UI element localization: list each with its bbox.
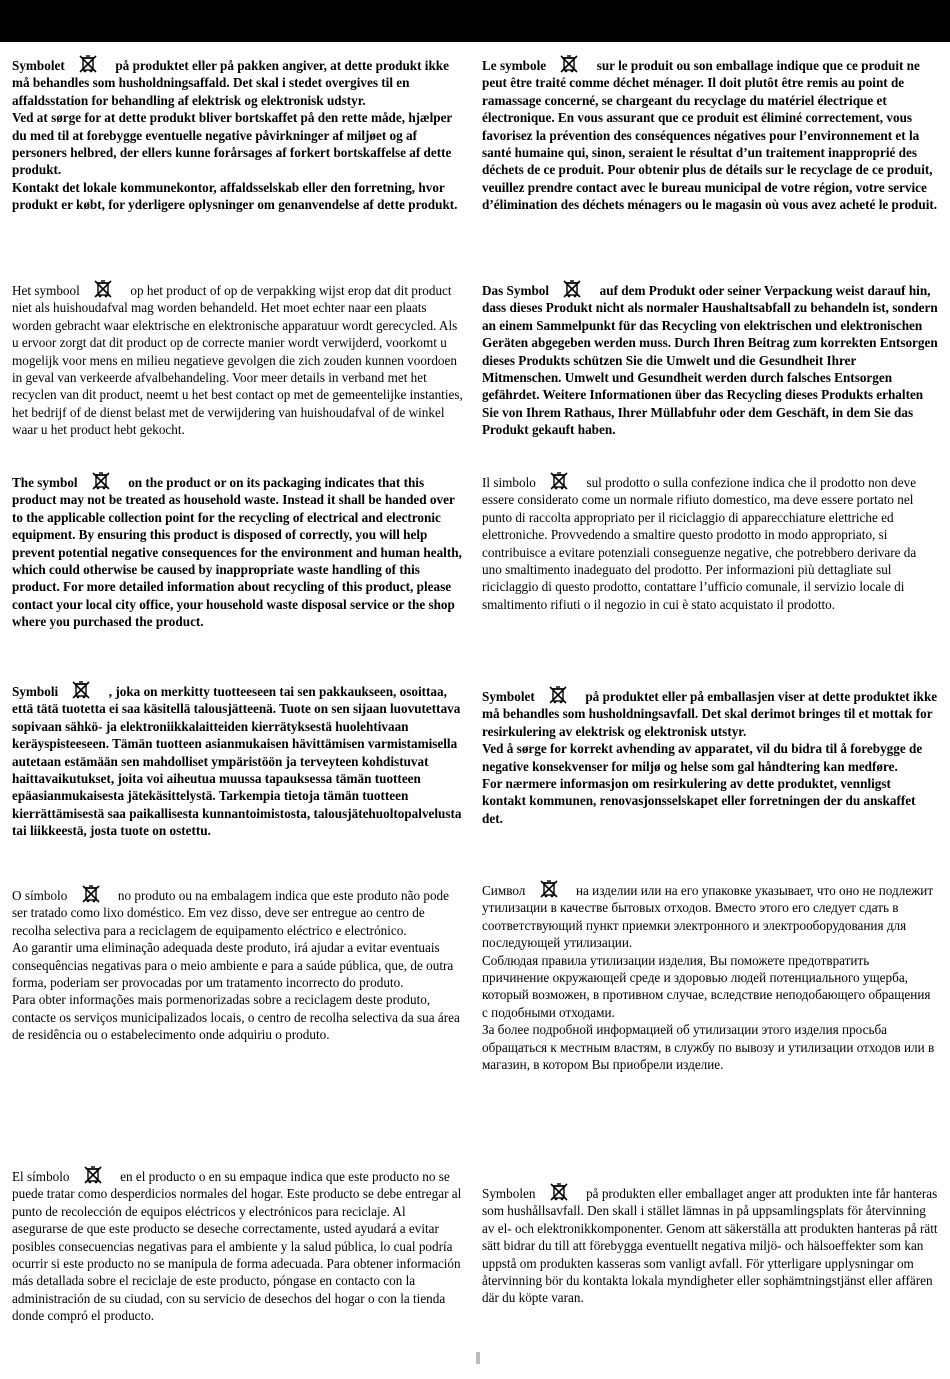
russian-p1: Символ на изделии или на его упаковке указывает, что оно не подлежит утилизации в качестве бытовых отходов. Вместо этого его следует сдать в соответствующий пункт приемки электронного и электрооборудования для последующей утилизации. — [482, 880, 938, 952]
section-finnish — [12, 681, 464, 871]
crossed-out-wheelie-bin-icon — [539, 880, 559, 898]
section-french — [482, 55, 938, 245]
swedish-lead: Symbolen — [482, 1186, 536, 1201]
crossed-out-wheelie-bin-icon — [91, 472, 111, 490]
danish-p1: Symbolet på produktet eller på pakken angiver, at dette produkt ikke må behandles som husholdningsaffald. Det skal i stedet overgives til en affaldsstation for behandling af elektrisk og elektronisk udstyr. — [12, 55, 464, 109]
italian-p1: Il simbolo sul prodotto o sulla confezione indica che il prodotto non deve essere considerato come un normale rifiuto domestico, ma deve essere portato nel punto di raccolta appropriato per il riciclaggio di apparecchiature elettriche ed elettroniche. Provvedendo a smaltire questo prodotto in modo appropriato, si contribuisce a evitare potenziali conseguenze negative, che potrebbero derivare da uno smaltimento inadeguato del prodotto. Per informazioni più dettagliate sul riciclaggio di questo prodotto, contattare l’ufficio comunale, il servizio locale di smaltimento rifiuti o il negozio in cui è stato acquistato il prodotto. — [482, 472, 938, 613]
crossed-out-wheelie-bin-icon — [549, 1183, 569, 1201]
danish-p2: Ved at sørge for at dette produkt bliver bortskaffet på den rette måde, hjælper du med til at forebygge eventuelle negative påvirkninger af miljøet og af personers helbred, der ellers kunne forårsages af forkert bortskaffelse af dette produkt. — [12, 110, 453, 178]
section-norwegian — [482, 686, 938, 866]
crossed-out-wheelie-bin-icon — [71, 681, 91, 699]
swedish-p1: Symbolen på produkten eller emballaget anger att produkten inte får hanteras som hushållsavfall. Den skall i stället lämnas in på uppsamlingsplats för återvinning av el- och elektronikkomponenter. Genom att säkerställa att produkten hanteras på rätt sätt bidrar du till att förebygga eventuellt negativa miljö- och hälsoeffekter som kan uppstå om produkten kasseras som vanligt avfall. För ytterligare upplysningar om återvinning bör du kontakta lokala myndigheter eller sophämtningstjänst eller affären där du köpte varan. — [482, 1183, 938, 1307]
section-swedish — [482, 1183, 938, 1363]
crossed-out-wheelie-bin-icon — [78, 55, 98, 73]
portuguese-p2: Ao garantir uma eliminação adequada deste produto, irá ajudar a evitar eventuais consequências negativas para o meio ambiente e para a saúde pública, que, de outra forma, poderiam ser provocadas por um tratamento incorrecto do produto. — [12, 940, 454, 991]
section-danish — [12, 55, 464, 255]
finnish-lead: Symboli — [12, 684, 59, 699]
norwegian-p1: Symbolet på produktet eller på emballasjen viser at dette produktet ikke må behandles som husholdningsavfall. Det skal derimot bringes til et mottak for resirkulering av elektrisk og elektronisk utstyr. — [482, 686, 938, 740]
finnish-p1: Symboli , joka on merkitty tuotteeseen tai sen pakkaukseen, osoittaa, että tätä tuotetta ei saa käsitellä talousjätteenä. Tuote on sen sijaan luovutettava sopivaan sähkö- ja elektroniikkalaitteiden kierrätyksestä huolehtivaan keräyspisteeseen. Tämän tuotteen asianmukaisen hävittämisen varmistamisella autetaan estämään sen mahdolliset ympäristöön ja terveyteen kohdistuvat haittavaikutukset, joita voi aiheutua muussa tapauksessa tämän tuotteen epäasianmukaisesta jätekäsittelystä. Tarkempia tietoja tämän tuotteen kierrättämisestä saa paikallisesta kunnantoimistosta, talousjätehuoltopalvelusta tai liikkeestä, josta tuote on ostettu. — [12, 681, 464, 840]
page-mark — [476, 1352, 480, 1364]
spanish-lead: El símbolo — [12, 1169, 70, 1184]
russian-p3: За более подробной информацией об утилизации этого изделия просьба обращаться к местным властям, в службу по вывозу и утилизации отходов или в магазин, в котором Вы приобрели изделие. — [482, 1022, 935, 1073]
crossed-out-wheelie-bin-icon — [83, 1166, 103, 1184]
crossed-out-wheelie-bin-icon — [562, 280, 582, 298]
danish-p3: Kontakt det lokale kommunekontor, affaldsselskab eller den forretning, hvor produkt er købt, for yderligere oplysninger om genanvendelse af dette produkt. — [12, 179, 458, 213]
section-german — [482, 280, 938, 455]
section-dutch — [12, 280, 464, 460]
russian-p2: Соблюдая правила утилизации изделия, Вы поможете предотвратить причинение окружающей среде и здоровью людей потенциального ущерба, который возможен, в противном случае, вследствие неподобающего обращения с подобными отходами. — [482, 952, 931, 1020]
section-russian — [482, 880, 938, 1135]
spanish-p1: El símbolo en el producto o en su empaque indica que este producto no se puede tratar como desperdicios normales del hogar. Este producto se debe entregar al punto de recolección de equipos eléctricos y electrónicos para reciclaje. Al asegurarse de que este producto se deseche correctamente, usted ayudará a evitar posibles consecuencias negativas para el ambiente y la salud pública, lo cual podría ocurrir si este producto no se manipula de forma adecuada. Para obtener información más detallada sobre el reciclaje de este producto, póngase en contacto con la administración de su ciudad, con su servicio de desechos del hogar o con la tienda donde compró el producto. — [12, 1166, 464, 1325]
danish-lead: Symbolet — [12, 58, 65, 73]
portuguese-p1: O símbolo no produto ou na embalagem indica que este produto não pode ser tratado como lixo doméstico. Em vez disso, deve ser entregue ao centro de recolha selectiva para a reciclagem de equipamento eléctrico e electrónico. — [12, 885, 464, 939]
portuguese-lead: O símbolo — [12, 888, 68, 903]
crossed-out-wheelie-bin-icon — [549, 472, 569, 490]
portuguese-p3: Para obter informações mais pormenorizadas sobre a reciclagem deste produto, contacte os serviços municipalizados locais, o centro de recolha selectiva da sua área de residência ou o estabelecimento onde adquiriu o produto. — [12, 992, 460, 1043]
dutch-lead: Het symbool — [12, 283, 80, 298]
section-portuguese — [12, 885, 464, 1140]
norwegian-p3: For nærmere informasjon om resirkulering av dette produktet, vennligst kontakt kommunen, renovasjonsselskapet eller forretningen der du anskaffet det. — [482, 776, 916, 826]
french-lead: Le symbole — [482, 58, 547, 73]
dutch-p1: Het symbool op het product of op de verpakking wijst erop dat dit product niet als huishoudafval mag worden behandeld. Het moet echter naar een plaats worden gebracht waar elektrische en elektronische apparatuur wordt gerecycled. Als u ervoor zorgt dat dit product op de correcte manier wordt verwijderd, voorkomt u mogelijk voor mens en milieu negatieve gevolgen die zich zouden kunnen voordoen in geval van verkeerde afvalbehandeling. Voor meer details in verband met het recyclen van dit product, neemt u het best contact op met de gemeentelijke instanties, het bedrijf of de dienst belast met de verwijdering van huishoudafval of de winkel waar u het product hebt gekocht. — [12, 280, 464, 439]
english-p1: The symbol on the product or on its packaging indicates that this product may not be treated as household waste. Instead it shall be handed over to the applicable collection point for the recycling of electrical and electronic equipment. By ensuring this product is disposed of correctly, you will help prevent potential negative consequences for the environment and human health, which could otherwise be caused by inappropriate waste handling of this product. For more detailed information about recycling of this product, please contact your local city office, your household waste disposal service or the shop where you purchased the product. — [12, 472, 464, 631]
crossed-out-wheelie-bin-icon — [81, 885, 101, 903]
italian-lead: Il simbolo — [482, 475, 536, 490]
norwegian-lead: Symbolet — [482, 689, 535, 704]
german-lead: Das Symbol — [482, 283, 550, 298]
crossed-out-wheelie-bin-icon — [93, 280, 113, 298]
russian-lead: Символ — [482, 883, 526, 898]
crossed-out-wheelie-bin-icon — [548, 686, 568, 704]
section-english — [12, 472, 464, 672]
header-bar — [0, 0, 950, 42]
english-lead: The symbol — [12, 475, 78, 490]
french-p1: Le symbole sur le produit ou son emballage indique que ce produit ne peut être traité comme déchet ménager. Il doit plutôt être remis au point de ramassage concerné, se chargeant du recyclage du matériel électrique et électronique. En vous assurant que ce produit est éliminé correctement, vous favorisez la prévention des conséquences négatives pour l’environnement et la santé humaine qui, sinon, seraient le résultat d’un traitement inapproprié des déchets de ce produit. Pour obtenir plus de détails sur le recyclage de ce produit, veuillez prendre contact avec le bureau municipal de votre région, votre service d’élimination des déchets ménagers ou le magasin où vous avez acheté le produit. — [482, 55, 938, 214]
norwegian-p2: Ved å sørge for korrekt avhending av apparatet, vil du bidra til å forebygge de negative konsekvenser for miljø og helse som gal håndtering kan medføre. — [482, 741, 923, 774]
german-p1: Das Symbol auf dem Produkt oder seiner Verpackung weist darauf hin, dass dieses Produkt nicht als normaler Haushaltsabfall zu behandeln ist, sondern an einem Sammelpunkt für das Recycling von elektrischen und elektronischen Geräten abgegeben werden muss. Durch Ihren Beitrag zum korrekten Entsorgen dieses Produkts schützen Sie die Umwelt und die Gesundheit Ihrer Mitmenschen. Umwelt und Gesundheit werden durch falsches Entsorgen gefährdet. Weitere Informationen über das Recycling dieses Produkts erhalten Sie von Ihrem Rathaus, Ihrer Müllabfuhr oder dem Geschäft, in dem Sie das Produkt gekauft haben. — [482, 280, 938, 439]
crossed-out-wheelie-bin-icon — [559, 55, 579, 73]
section-italian — [482, 472, 938, 662]
section-spanish — [12, 1166, 464, 1371]
